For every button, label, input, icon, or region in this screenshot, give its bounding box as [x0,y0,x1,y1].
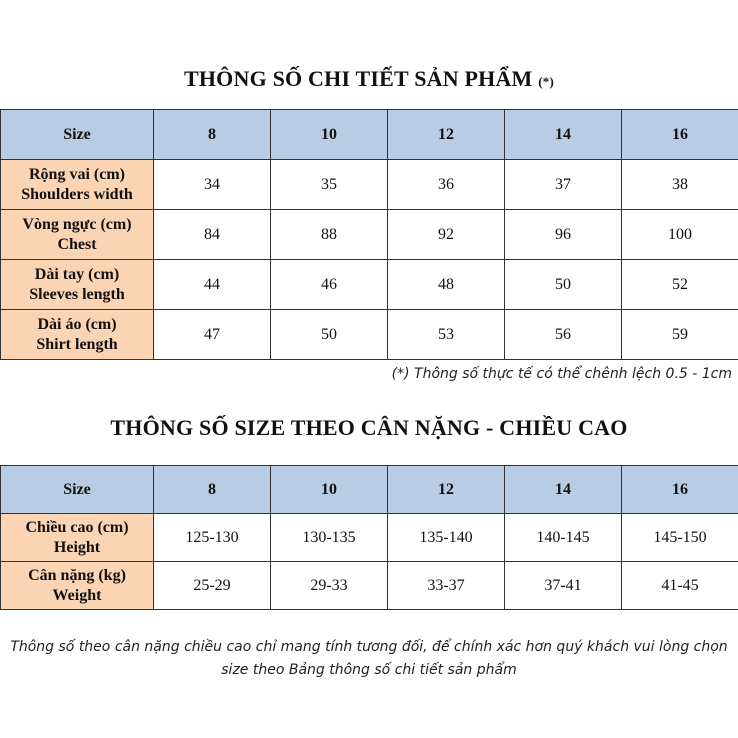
size-by-weight-height-title: THÔNG SỐ SIZE THEO CÂN NẶNG - CHIỀU CAO [110,415,628,440]
table-header-row [1,110,738,160]
table-cell: 36 [388,160,505,210]
table-cell: 145-150 [622,514,738,562]
table-cell: 135-140 [388,514,505,562]
header-cell: 14 [505,466,622,514]
table-cell: 84 [154,210,271,260]
table-cell: 50 [271,310,388,360]
table-cell: 96 [505,210,622,260]
footer-note-line2: size theo Bảng thông số chi tiết sản phẩm [221,662,517,678]
row-label-vi: Dài tay (cm) [34,265,120,283]
row-label-en: Chest [57,235,97,253]
header-cell: 14 [505,110,622,160]
table-cell: 50 [505,260,622,310]
table-row [1,210,738,260]
table-cell: 48 [388,260,505,310]
header-cell: 16 [622,466,738,514]
title-footnote-mark: (*) [538,74,554,89]
table-row [1,562,738,610]
row-label [1,210,154,260]
table-cell: 37 [505,160,622,210]
table-cell: 59 [622,310,738,360]
table-cell: 44 [154,260,271,310]
table-cell: 140-145 [505,514,622,562]
table-cell: 25-29 [154,562,271,610]
footer-note [0,636,738,682]
table-cell: 88 [271,210,388,260]
table-cell: 41-45 [622,562,738,610]
table-cell: 33-37 [388,562,505,610]
row-label-en: Weight [52,586,102,604]
header-cell: 16 [622,110,738,160]
header-cell: 8 [154,110,271,160]
row-label-en: Shoulders width [21,185,133,203]
table-cell: 46 [271,260,388,310]
table-cell: 52 [622,260,738,310]
row-label-en: Sleeves length [29,285,125,303]
row-label [1,160,154,210]
size-by-weight-height-table [0,465,738,610]
table-row [1,310,738,360]
row-label [1,310,154,360]
table-cell: 29-33 [271,562,388,610]
table-row [1,260,738,310]
row-label-vi: Rộng vai (cm) [29,165,125,183]
table-cell: 125-130 [154,514,271,562]
table-cell: 92 [388,210,505,260]
table-row [1,514,738,562]
row-label-en: Shirt length [36,335,118,353]
header-cell: 12 [388,110,505,160]
row-label [1,514,154,562]
header-cell: 8 [154,466,271,514]
product-spec-title-text: THÔNG SỐ CHI TIẾT SẢN PHẨM [184,66,533,91]
table-cell: 53 [388,310,505,360]
footer-note-line1: Thông số theo cân nặng chiều cao chỉ mang tính tương đối, để chính xác hơn quý khách vui lòng chọn [10,639,728,655]
row-label-vi: Chiều cao (cm) [25,518,129,536]
table-cell: 130-135 [271,514,388,562]
header-cell-size: Size [1,110,154,160]
header-cell: 12 [388,466,505,514]
table-cell: 100 [622,210,738,260]
row-label-vi: Vòng ngực (cm) [22,215,132,233]
table-cell: 38 [622,160,738,210]
row-label-vi: Dài áo (cm) [37,315,117,333]
product-spec-table [0,109,738,360]
header-cell-size: Size [1,466,154,514]
tolerance-note: (*) Thông số thực tế có thể chênh lệch 0.5 - 1cm [391,366,732,382]
row-label-vi: Cân nặng (kg) [28,566,126,584]
table-cell: 47 [154,310,271,360]
product-spec-title [0,66,738,92]
table-cell: 37-41 [505,562,622,610]
row-label-en: Height [53,538,101,556]
header-cell: 10 [271,110,388,160]
table-cell: 56 [505,310,622,360]
header-cell: 10 [271,466,388,514]
row-label [1,562,154,610]
table-cell: 35 [271,160,388,210]
table-row [1,160,738,210]
row-label [1,260,154,310]
table-cell: 34 [154,160,271,210]
table-header-row [1,466,738,514]
